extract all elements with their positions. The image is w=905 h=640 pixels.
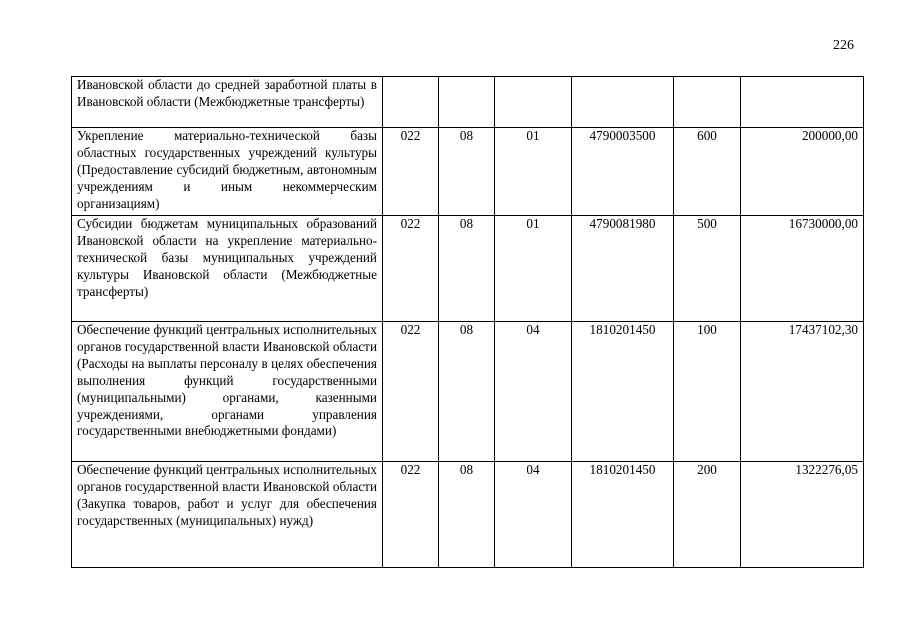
target-article-code: 4790081980: [572, 216, 674, 322]
table-row: [72, 128, 864, 216]
subsection-code: [495, 77, 572, 128]
row-description: Обеспечение функций центральных исполнительных органов государственной власти Ивановской области (Расходы на выплаты персоналу в целях обеспечения выполнения функций государственными (муниципальными) органами, казенными учреждениями, органами управления государственными внебюджетными фондами): [72, 322, 383, 462]
section-code: 08: [439, 462, 495, 568]
row-description: Укрепление материально-технической базы областных государственных учреждений культуры (Предоставление субсидий бюджетным, автономным учреждениям и иным некоммерческим организациям): [72, 128, 383, 216]
section-code: 08: [439, 216, 495, 322]
table-row: [72, 462, 864, 568]
amount: 1322276,05: [741, 462, 864, 568]
section-code: 08: [439, 322, 495, 462]
subsection-code: 04: [495, 322, 572, 462]
page-number: 226: [833, 38, 854, 53]
expense-type-code: [674, 77, 741, 128]
expense-type-code: 500: [674, 216, 741, 322]
amount: 17437102,30: [741, 322, 864, 462]
grbs-code: 022: [383, 322, 439, 462]
budget-table: [71, 76, 864, 568]
subsection-code: 01: [495, 128, 572, 216]
grbs-code: 022: [383, 128, 439, 216]
grbs-code: 022: [383, 462, 439, 568]
expense-type-code: 100: [674, 322, 741, 462]
amount: [741, 77, 864, 128]
grbs-code: [383, 77, 439, 128]
table-row: [72, 322, 864, 462]
row-description: Субсидии бюджетам муниципальных образований Ивановской области на укрепление материально-технической базы муниципальных учреждений культуры Ивановской области (Межбюджетные трансферты): [72, 216, 383, 322]
target-article-code: 4790003500: [572, 128, 674, 216]
subsection-code: 04: [495, 462, 572, 568]
table-row: [72, 77, 864, 128]
section-code: [439, 77, 495, 128]
subsection-code: 01: [495, 216, 572, 322]
grbs-code: 022: [383, 216, 439, 322]
target-article-code: 1810201450: [572, 322, 674, 462]
amount: 200000,00: [741, 128, 864, 216]
expense-type-code: 200: [674, 462, 741, 568]
target-article-code: 1810201450: [572, 462, 674, 568]
table-row: [72, 216, 864, 322]
row-description: Обеспечение функций центральных исполнительных органов государственной власти Ивановской области (Закупка товаров, работ и услуг для обеспечения государственных (муниципальных) нужд): [72, 462, 383, 568]
expense-type-code: 600: [674, 128, 741, 216]
section-code: 08: [439, 128, 495, 216]
row-description: Ивановской области до средней заработной платы в Ивановской области (Межбюджетные трансферты): [72, 77, 383, 128]
amount: 16730000,00: [741, 216, 864, 322]
target-article-code: [572, 77, 674, 128]
